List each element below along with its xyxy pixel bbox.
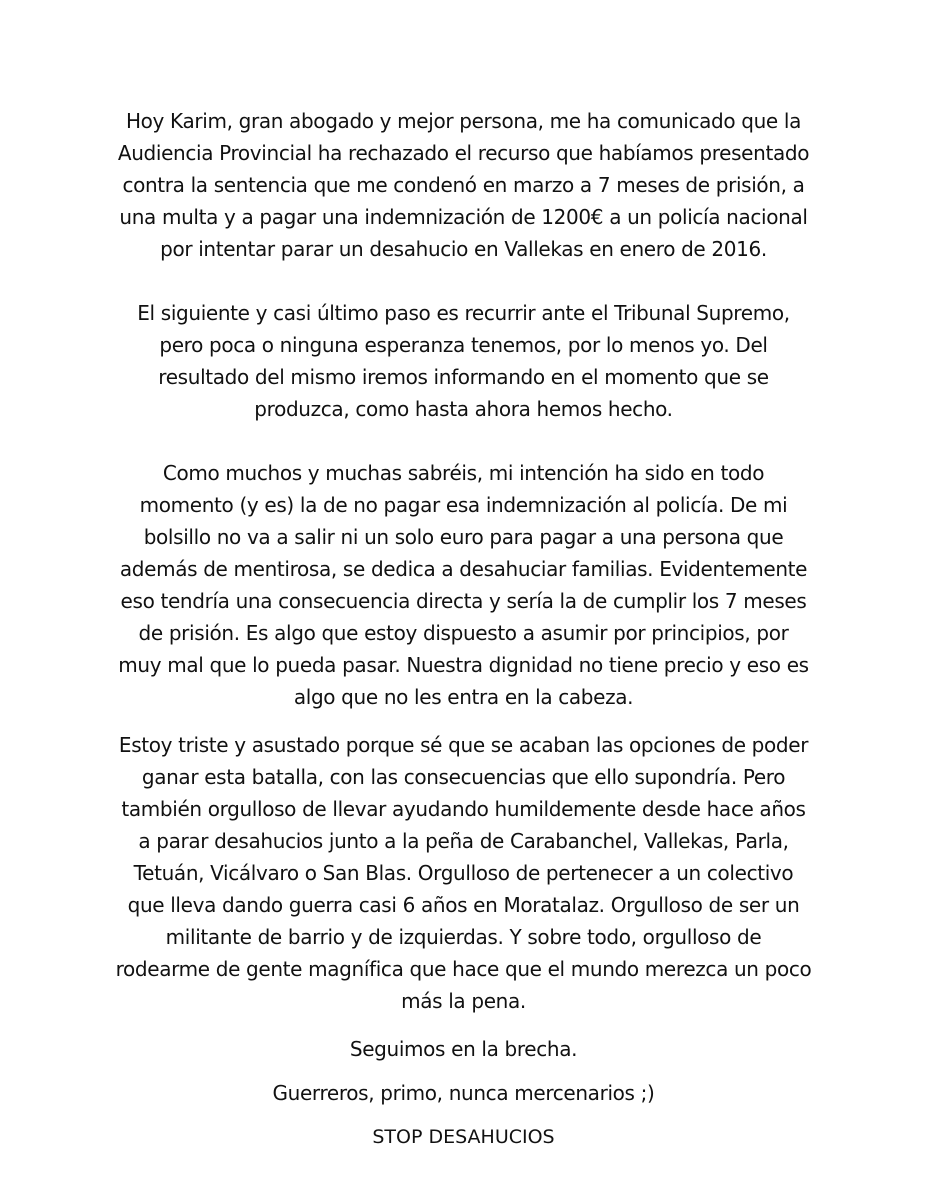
paragraph-spacer xyxy=(110,265,817,297)
text-line: por intentar parar un desahucio en Vallekas en enero de 2016. xyxy=(160,237,767,261)
paragraph-spacer xyxy=(110,1065,817,1077)
paragraph-spacer xyxy=(110,713,817,729)
text-line: ganar esta batalla, con las consecuencias que ello supondría. Pero xyxy=(141,765,786,789)
text-line: militante de barrio y de izquierdas. Y sobre todo, orgulloso de xyxy=(165,925,762,949)
text-line: resultado del mismo iremos informando en el momento que se xyxy=(158,365,769,389)
text-line: de prisión. Es algo que estoy dispuesto a asumir por principios, por xyxy=(138,621,789,645)
text-line: Hoy Karim, gran abogado y mejor persona, me ha comunicado que la xyxy=(125,109,802,133)
text-line: Audiencia Provincial ha rechazado el recurso que habíamos presentado xyxy=(117,141,810,165)
paragraph-4 xyxy=(110,729,817,1017)
text-line: El siguiente y casi último paso es recurrir ante el Tribunal Supremo, xyxy=(137,301,790,325)
closing-line-2 xyxy=(110,1077,817,1109)
text-line: Estoy triste y asustado porque sé que se acaban las opciones de poder xyxy=(118,733,809,757)
text-line: algo que no les entra en la cabeza. xyxy=(293,685,634,709)
paragraph-2 xyxy=(110,297,817,425)
closing-text: Seguimos en la brecha. xyxy=(349,1037,578,1061)
text-line: produzca, como hasta ahora hemos hecho. xyxy=(254,397,673,421)
closing-line-1 xyxy=(110,1033,817,1065)
stop-desahucios-text: STOP DESAHUCIOS xyxy=(372,1126,555,1148)
text-line: rodearme de gente magnífica que hace que el mundo merezca un poco xyxy=(115,957,812,981)
text-line: momento (y es) la de no pagar esa indemnización al policía. De mi xyxy=(139,493,788,517)
paragraph-spacer xyxy=(110,1109,817,1121)
text-line: más la pena. xyxy=(401,989,526,1013)
paragraph-spacer xyxy=(110,425,817,457)
text-line: pero poca o ninguna esperanza tenemos, por lo menos yo. Del xyxy=(159,333,768,357)
text-line: que lleva dando guerra casi 6 años en Moratalaz. Orgulloso de ser un xyxy=(127,893,800,917)
text-line: a parar desahucios junto a la peña de Carabanchel, Vallekas, Parla, xyxy=(138,829,789,853)
text-line: contra la sentencia que me condenó en marzo a 7 meses de prisión, a xyxy=(122,173,805,197)
text-line: Tetuán, Vicálvaro o San Blas. Orgulloso de pertenecer a un colectivo xyxy=(133,861,794,885)
text-line: una multa y a pagar una indemnización de 1200€ a un policía nacional xyxy=(119,205,808,229)
letter-body xyxy=(110,105,817,1153)
closing-text: Guerreros, primo, nunca mercenarios ;) xyxy=(272,1081,655,1105)
text-line: eso tendría una consecuencia directa y sería la de cumplir los 7 meses xyxy=(120,589,807,613)
paragraph-spacer xyxy=(110,1017,817,1033)
text-line: bolsillo no va a salir ni un solo euro para pagar a una persona que xyxy=(143,525,784,549)
text-line: muy mal que lo pueda pasar. Nuestra dignidad no tiene precio y eso es xyxy=(118,653,809,677)
paragraph-3 xyxy=(110,457,817,713)
paragraph-1 xyxy=(110,105,817,265)
text-line: también orgulloso de llevar ayudando humildemente desde hace años xyxy=(121,797,806,821)
closing-line-3 xyxy=(110,1121,817,1153)
text-line: Como muchos y muchas sabréis, mi intención ha sido en todo xyxy=(162,461,765,485)
text-line: además de mentirosa, se dedica a desahuciar familias. Evidentemente xyxy=(119,557,808,581)
